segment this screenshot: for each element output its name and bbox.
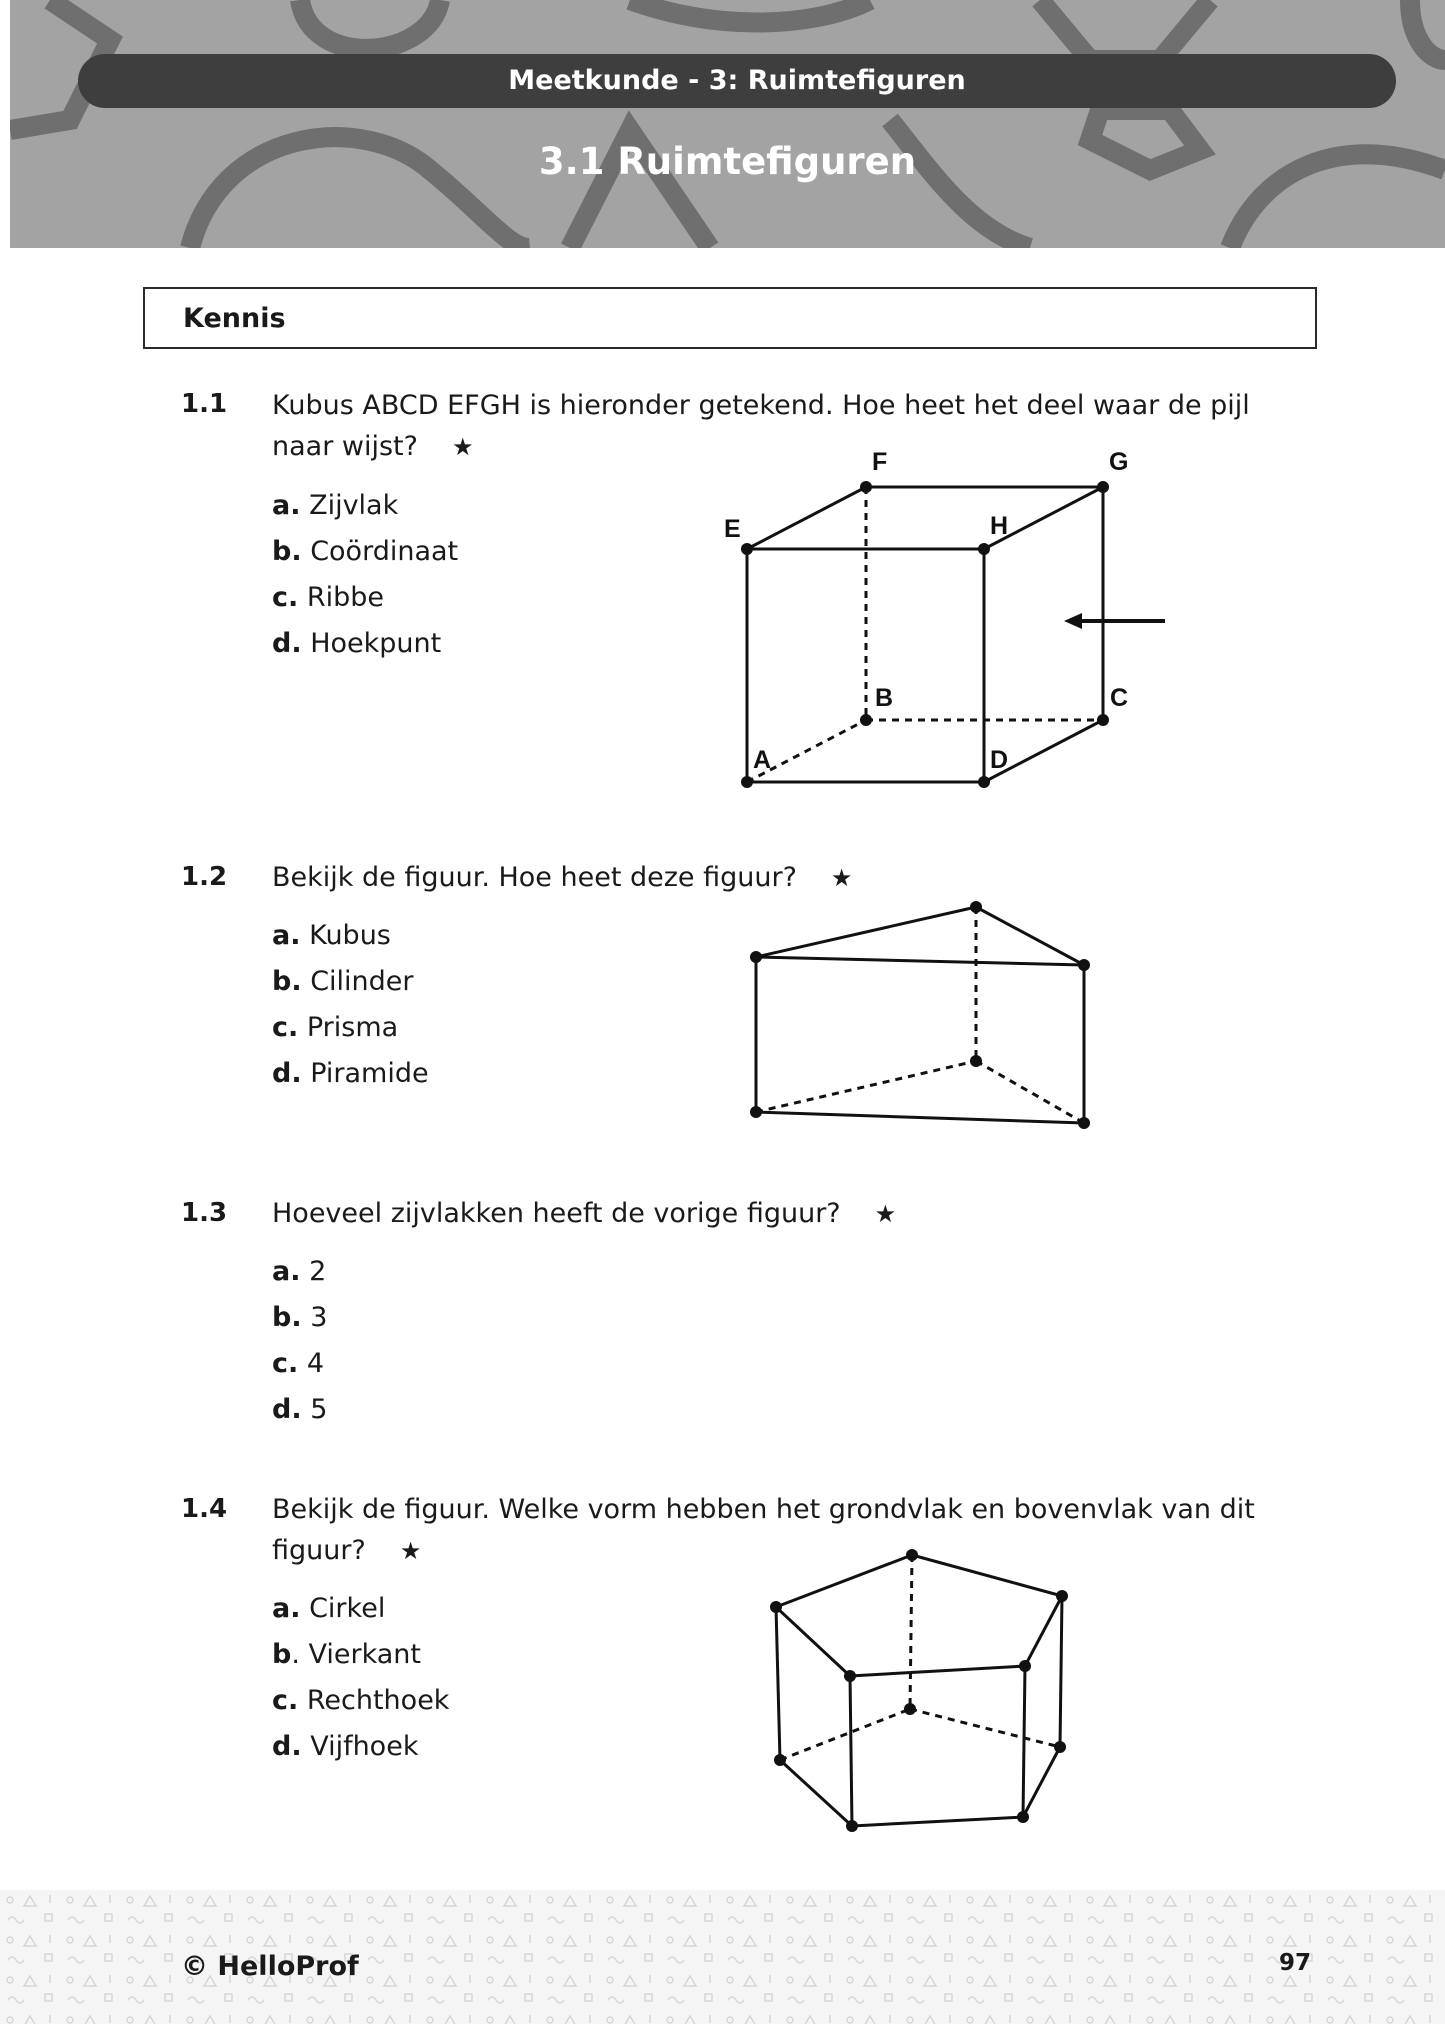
vertex-label: F [872,448,888,476]
option-letter: b [272,1639,292,1670]
option-letter: c. [272,582,299,613]
option-text: Rechthoek [306,1685,450,1716]
question-number: 1.1 [181,389,228,419]
question-text-content: Bekijk de figuur. Welke vorm hebben het grondvlak en bovenvlak van dit figuur? [272,1494,1255,1566]
option-text: Kubus [309,920,391,951]
option-letter: a. [272,1593,301,1624]
option-letter: c. [272,1012,299,1043]
option-text: Cilinder [310,966,414,997]
option-text: Cirkel [309,1593,386,1624]
question-number: 1.2 [181,862,228,892]
section-box-label: Kennis [183,303,286,334]
option-text: Piramide [310,1058,429,1089]
option-letter: d. [272,1058,302,1089]
section-title: 3.1 Ruimtefiguren [538,140,917,183]
option-letter: d. [272,1394,302,1425]
option-letter: d. [272,628,302,659]
cube-figure [724,448,1165,788]
option-letter: b. [272,1302,302,1333]
chapter-title: Meetkunde - 3: Ruimtefiguren [78,54,1396,108]
vertex-label: B [875,684,894,712]
page-number: 97 [1278,1950,1311,1976]
option-letter: c. [272,1348,299,1379]
question-number: 1.3 [181,1198,228,1228]
prism-figure [750,901,1090,1129]
difficulty-star-icon: ★ [399,1537,422,1565]
question-text-content: Bekijk de figuur. Hoe heet deze figuur? [272,862,797,893]
option-letter: b. [272,966,302,997]
option-letter: c. [272,1685,299,1716]
vertex-label: A [753,746,772,774]
option-text: Prisma [306,1012,399,1043]
question-number: 1.4 [181,1494,228,1524]
vertex-label: C [1110,684,1129,712]
vertex-label: H [990,512,1009,540]
vertex-label: D [990,746,1009,774]
option-letter: a. [272,490,301,521]
question-text-content: Hoeveel zijvlakken heeft de vorige figuur? [272,1198,841,1229]
difficulty-star-icon: ★ [874,1200,897,1228]
option-letter: a. [272,1256,301,1287]
option-text: 5 [310,1394,328,1425]
option-text: Coördinaat [310,536,459,567]
vertex-label: G [1109,448,1129,476]
copyright-text: © HelloProf [181,1951,359,1982]
vertex-label: E [724,515,741,543]
option-text: 3 [310,1302,328,1333]
difficulty-star-icon: ★ [451,433,474,461]
difficulty-star-icon: ★ [830,864,853,892]
option-letter: d. [272,1731,302,1762]
option-text: Ribbe [306,582,385,613]
option-letter: a. [272,920,301,951]
option-letter: b. [272,536,302,567]
option-text: Zijvlak [309,490,399,521]
option-text: 4 [306,1348,325,1379]
question-text-content: Kubus ABCD EFGH is hieronder getekend. Hoe heet het deel waar de pijl naar wijst? [272,390,1250,462]
option-text: 2 [309,1256,327,1287]
option-text: . Vierkant [291,1639,421,1670]
option-text: Vijfhoek [310,1731,419,1762]
pentagonal-prism-figure [770,1549,1068,1832]
option-text: Hoekpunt [310,628,442,659]
